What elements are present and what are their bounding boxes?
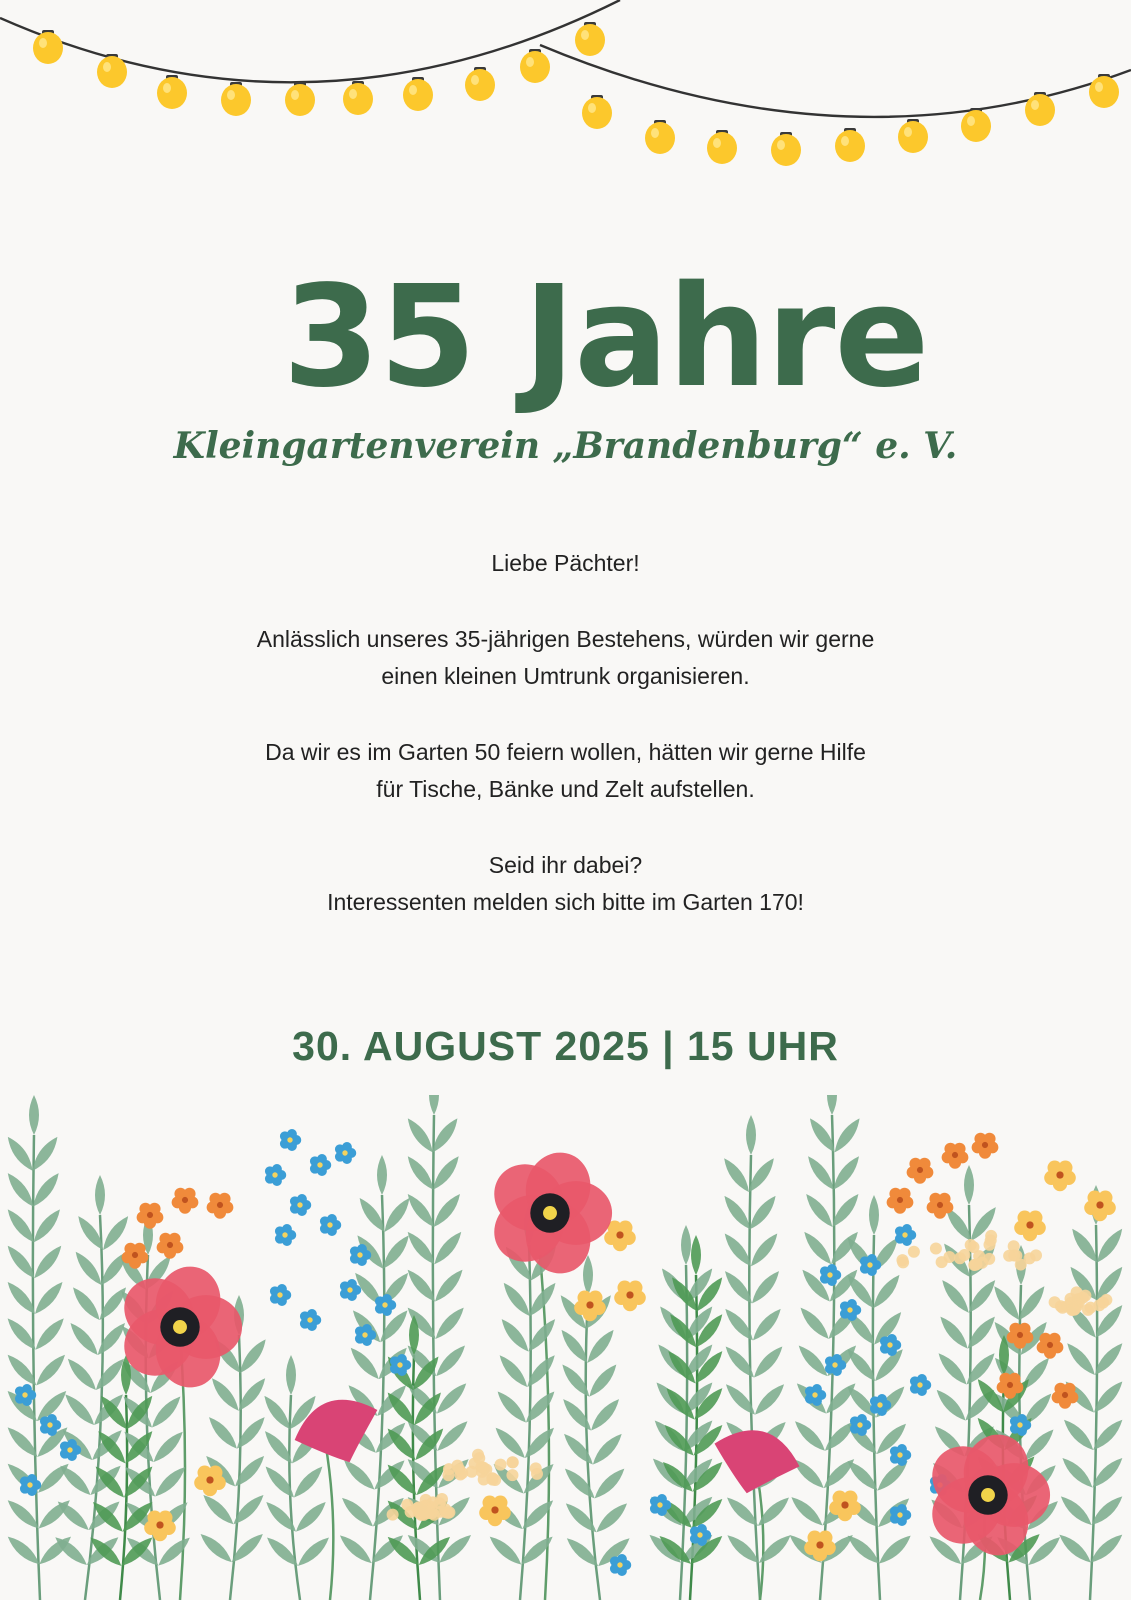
wildflower-meadow-icon [0,1095,1131,1600]
message-line: Da wir es im Garten 50 feiern wollen, hätten wir gerne Hilfe [265,739,866,765]
greeting: Liebe Pächter! [491,550,640,576]
message-line: einen kleinen Umtrunk organisieren. [381,663,750,689]
message-paragraph-2 [0,734,1131,808]
club-name: Kleingartenverein „Brandenburg“ e. V. [173,425,958,467]
message-line: Seid ihr dabei? [488,852,643,878]
page-title: 35 Jahre [282,256,929,419]
string-lights-icon [0,0,1131,190]
message-line: Anlässlich unseres 35-jährigen Bestehens, würden wir gerne [256,626,875,652]
message-paragraph-1 [0,621,1131,695]
message-paragraph-3 [0,847,1131,921]
invitation-message [0,545,1131,960]
message-line: Interessenten melden sich bitte im Garten 170! [327,889,804,915]
message-line: für Tische, Bänke und Zelt aufstellen. [376,776,755,802]
event-date-time: 30. AUGUST 2025 | 15 UHR [292,1023,839,1069]
